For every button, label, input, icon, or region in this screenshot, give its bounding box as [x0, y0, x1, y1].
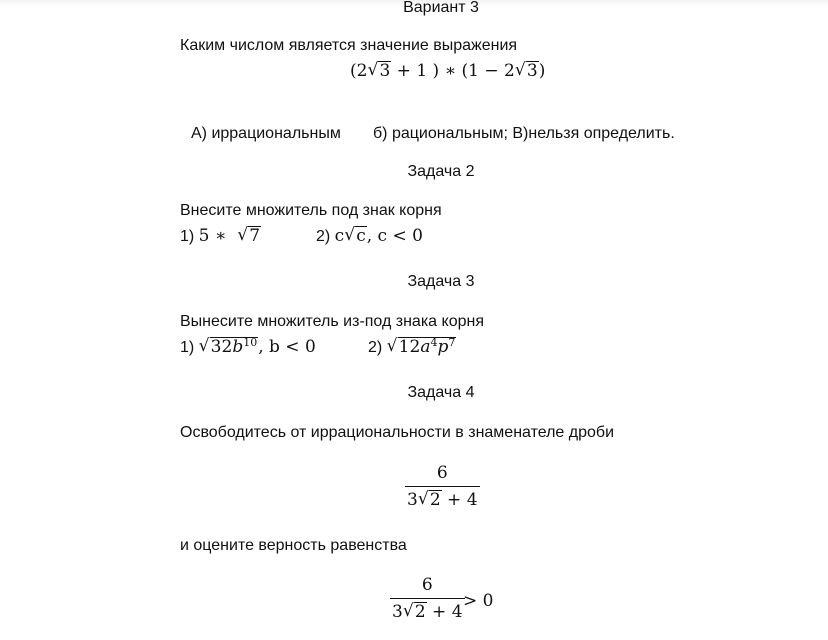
- task1-expression: [350, 60, 545, 82]
- item-number: 1): [180, 339, 199, 356]
- item-number: 2): [368, 339, 387, 356]
- sqrt-c: √ c: [344, 225, 366, 246]
- radicand: 3: [379, 61, 391, 81]
- exponent-a: 4: [430, 336, 438, 349]
- task2-instruction: Внесите множитель под знак корня: [180, 202, 442, 219]
- fraction-numerator: 6: [436, 463, 448, 483]
- coefficient: c: [334, 226, 345, 246]
- task4-fraction: [405, 462, 480, 511]
- sqrt-2: √ 2: [402, 601, 426, 622]
- task1-answer-b: б) рациональным; В)нельзя определить.: [373, 125, 675, 142]
- coefficient: 5 ∗: [198, 226, 227, 246]
- radicand: 2: [429, 490, 441, 510]
- task1-question: Каким числом является значение выражения: [180, 37, 518, 54]
- den-rest: + 4: [441, 490, 478, 510]
- radicand: [398, 337, 457, 357]
- task2-item1: [180, 225, 261, 248]
- sqrt-3-first: √ 3: [367, 60, 391, 81]
- task3-item1: [180, 336, 316, 359]
- task3-instruction: Вынесите множитель из-под знака корня: [180, 313, 484, 330]
- sqrt-12a4p7: √ $12a^4p^7$: [386, 336, 456, 357]
- radicand-base: 12: [398, 337, 421, 357]
- condition: , b < 0: [258, 337, 316, 357]
- exponent-p: 7: [448, 336, 456, 349]
- task3-title: Задача 3: [407, 273, 475, 290]
- expr-close: ): [538, 61, 546, 81]
- radicand: [210, 337, 259, 357]
- radicand: 3: [526, 61, 538, 81]
- sqrt-32b10: √ $32b^{10}$: [198, 336, 258, 357]
- sqrt-3-second: √ 3: [514, 60, 538, 81]
- task3-item2: [368, 336, 456, 359]
- den-coefficient: 3: [407, 490, 418, 510]
- task4-follow-up: и оцените верность равенства: [180, 537, 407, 554]
- item-number: 2): [316, 228, 335, 245]
- radicand-variable: b: [232, 337, 244, 357]
- condition: , c < 0: [366, 226, 423, 246]
- radicand-base: 32: [210, 337, 233, 357]
- den-coefficient: 3: [392, 602, 403, 622]
- radicand: 2: [414, 602, 426, 622]
- task4-title: Задача 4: [407, 384, 475, 401]
- variant-title: Вариант 3: [403, 0, 479, 16]
- sqrt-2: √ 2: [417, 489, 441, 510]
- exponent: 10: [243, 336, 258, 349]
- fraction-numerator: 6: [421, 575, 433, 595]
- sqrt-7: √ 7: [237, 225, 261, 246]
- expr-open: (2: [350, 61, 368, 81]
- task1-answer-a: А) иррациональным: [191, 125, 341, 142]
- task2-title: Задача 2: [407, 163, 475, 180]
- item-number: 1): [180, 228, 199, 245]
- task4-instruction: Освободитесь от иррациональности в знаменателе дроби: [180, 424, 615, 441]
- den-rest: + 4: [426, 602, 463, 622]
- fraction-denominator: [405, 486, 480, 511]
- expr-middle: + 1 ) ∗ (1 − 2: [391, 61, 515, 81]
- inequality-relation: > 0: [463, 591, 494, 611]
- radicand-variable-a: a: [420, 337, 431, 357]
- task4-inequality-fraction: [390, 574, 465, 623]
- radicand: c: [356, 226, 366, 246]
- task2-item2: [316, 225, 423, 248]
- radicand: 7: [249, 226, 261, 246]
- radicand-variable-p: p: [437, 337, 449, 357]
- fraction-denominator: [390, 598, 465, 623]
